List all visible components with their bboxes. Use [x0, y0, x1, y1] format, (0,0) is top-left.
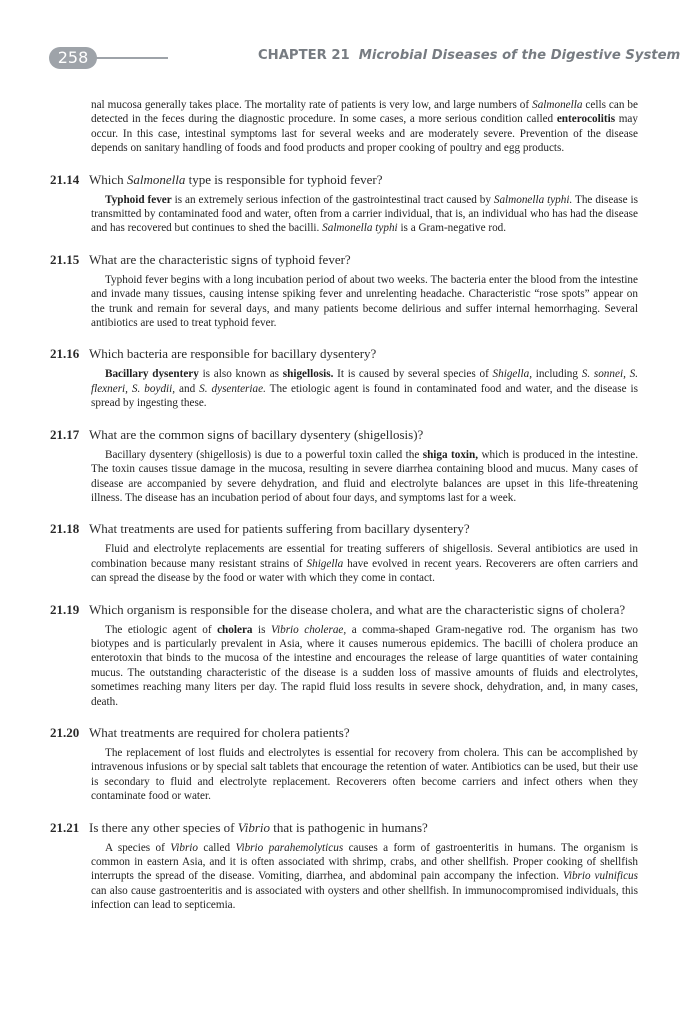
answer-block	[50, 542, 638, 585]
bold-term: cholera	[217, 623, 253, 636]
question-number: 21.21	[50, 819, 80, 835]
bold-term: enterocolitis	[556, 113, 616, 126]
qa-block	[50, 252, 638, 331]
text-run: What treatments are used for patients suffering from bacillary dysentery?	[89, 521, 470, 537]
bold-term: Typhoid fever	[105, 193, 172, 206]
chapter-label: CHAPTER 21	[258, 48, 350, 63]
question-text	[89, 820, 638, 836]
answer-text	[91, 193, 638, 236]
text-run: The disease is transmitted by contaminated food and water, often from a carrier individual, that is, an individual who has had the disease and has recovered but continues to shed the bacilli.	[91, 193, 639, 235]
text-run: and	[175, 382, 200, 395]
text-run: that is pathogenic in humans?	[270, 819, 428, 835]
answer-text	[91, 273, 638, 331]
answer-block	[50, 367, 638, 410]
question-row	[50, 346, 638, 362]
text-run: What are the characteristic signs of typhoid fever?	[89, 251, 351, 267]
italic-term: Salmonella	[126, 171, 186, 187]
question-row	[50, 427, 638, 443]
qa-block	[50, 602, 638, 709]
question-row	[50, 820, 638, 836]
text-run: a comma-shaped Gram-negative rod. The organism has two biotypes and is particularly prevalent in Asia, where it causes numerous epidemics. The bacilli of cholera produce an enterotoxin that binds to the mucosa of the intestine and encourages the release of large quantities of water containing mucus. The outstanding characteristic of the disease is a sudden loss of massive amounts of fluids and electrolytes, sometimes reaching many liters per day. The rapid fluid loss results in severe shock, dehydration, and, in many cases, death.	[91, 623, 638, 708]
page-header	[0, 0, 683, 80]
answer-text	[91, 542, 638, 585]
intro-paragraph	[91, 98, 638, 156]
italic-term: S. dysenteriae.	[199, 382, 266, 395]
italic-term: Vibrio cholerae,	[270, 623, 347, 636]
text-run: It is caused by several species of	[333, 368, 493, 381]
text-run: The etiologic agent is found in contaminated food and water, and the disease is spread by ingesting these.	[91, 382, 638, 410]
question-text	[89, 252, 638, 268]
question-number: 21.14	[50, 171, 80, 187]
bold-term: Bacillary dysentery	[105, 368, 199, 381]
italic-term: Vibrio parahemolyticus	[235, 841, 344, 854]
text-run: including	[532, 368, 582, 381]
text-run: called	[198, 841, 236, 854]
answer-text	[91, 448, 638, 506]
question-row	[50, 602, 638, 618]
question-number: 21.20	[50, 724, 80, 740]
answer-block	[50, 193, 638, 236]
text-run: Which bacteria are responsible for bacillary dysentery?	[89, 346, 377, 362]
qa-block	[50, 725, 638, 804]
text-run: Which organism is responsible for the disease cholera, and what are the characteristic signs of cholera?	[89, 601, 626, 617]
question-row	[50, 252, 638, 268]
italic-term: Salmonella typhi	[322, 222, 398, 235]
text-run: may occur. In this case, intestinal symptoms last for several weeks and are moderately severe. Prevention of the disease depends on sanitary handling of foods and food products and proper cooking of poultry and egg products.	[91, 113, 638, 155]
bold-term: shiga toxin,	[422, 448, 479, 461]
answer-block	[50, 746, 638, 804]
text-run: Which	[89, 171, 127, 187]
answer-text	[91, 367, 638, 410]
question-text	[89, 521, 638, 537]
italic-term: Vibrio	[170, 841, 198, 854]
question-number: 21.16	[50, 346, 80, 362]
italic-term: Shigella	[306, 557, 344, 570]
question-number: 21.18	[50, 521, 80, 537]
text-run: The replacement of lost fluids and electrolytes is essential for recovery from cholera. This can be accomplished by intravenous infusions or by special salt tablets that encourage the retention of water. Antibiotics can be used, but their use is secondary to fluid and electrolyte replacement. Recoverers often become carriers and infect others when they contaminate food or water.	[91, 746, 638, 803]
qa-block	[50, 427, 638, 506]
text-run: is	[252, 623, 271, 636]
text-run: What treatments are required for cholera patients?	[89, 724, 350, 740]
text-run: cells can be detected in the feces during the diagnostic procedure. In some cases, a more serious condition called	[91, 99, 638, 126]
text-run: What are the common signs of bacillary dysentery (shigellosis)?	[89, 426, 424, 442]
text-run: A species of	[105, 841, 171, 854]
question-row	[50, 521, 638, 537]
answer-block	[50, 448, 638, 506]
qa-block	[50, 521, 638, 585]
italic-term: Salmonella	[532, 99, 583, 111]
text-run: causes a form of gastroenteritis in humans. The organism is common in eastern Asia, and it is often associated with shrimp, crabs, and other shellfish. Proper cooking of shellfish interrupts the spread of the disease. Vomiting, diarrhea, and abdominal pain accompany the infection.	[91, 841, 638, 883]
text-run: Bacillary dysentery (shigellosis) is due to a powerful toxin called the	[105, 448, 423, 461]
answer-block	[50, 273, 638, 331]
question-text	[89, 725, 638, 741]
qa-block	[50, 172, 638, 236]
question-number: 21.17	[50, 426, 80, 442]
answer-text	[91, 746, 638, 804]
question-text	[89, 172, 638, 188]
header-rule	[96, 57, 168, 59]
text-run: Fluid and electrolyte replacements are essential for treating sufferers of shigellosis. Several antibiotics are used in combination because many resistant strains of	[91, 543, 638, 570]
question-number: 21.19	[50, 601, 80, 617]
question-text	[89, 427, 638, 443]
text-run: The etiologic agent of	[105, 623, 218, 636]
text-run: is a Gram-negative rod.	[397, 222, 507, 235]
bold-term: shigellosis.	[282, 368, 334, 381]
question-number: 21.15	[50, 251, 80, 267]
text-run: can also cause gastroenteritis and is associated with oysters and other shellfish. In immunocompromised individuals, this infection can lead to septicemia.	[91, 884, 638, 912]
answer-text	[91, 623, 638, 709]
qa-block	[50, 820, 638, 913]
page-number: 258	[57, 48, 89, 67]
running-head	[258, 48, 680, 63]
text-run: is an extremely serious infection of the gastrointestinal tract caused by	[171, 193, 494, 206]
italic-term: Shigella,	[492, 368, 532, 381]
question-row	[50, 725, 638, 741]
italic-term: S. sonnei, S. flexneri, S. boydii,	[91, 368, 638, 395]
italic-term: Vibrio vulnificus	[562, 870, 638, 883]
text-run: which is produced in the intestine. The toxin causes tissue damage in the mucosa, resulting in severe diarrhea containing blood and mucus. Many cases of disease are accompanied by severe dehydration, and fluid and electrolyte balances are upset in this life-threatening illness. The disease has an incubation period of about four days, and symptoms last for a week.	[91, 448, 638, 504]
text-run: Typhoid fever begins with a long incubation period of about two weeks. The bacteria enter the blood from the intestine and invade many tissues, causing intense spiking fever and unrelenting headache. Characteristic “rose spots” appear on the trunk and remain for several days, and many patients become delirious and suffer internal hemorrhaging. Several antibiotics are used to treat typhoid fever.	[91, 273, 638, 330]
chapter-title: Microbial Diseases of the Digestive System	[358, 48, 681, 63]
answer-text	[91, 841, 638, 913]
question-row	[50, 172, 638, 188]
answer-block	[50, 623, 638, 709]
text-run: is also known as	[198, 368, 283, 381]
italic-term: Salmonella typhi.	[493, 193, 573, 206]
answer-block	[50, 841, 638, 913]
question-text	[89, 346, 638, 362]
italic-term: Vibrio	[237, 819, 270, 835]
qa-block	[50, 346, 638, 410]
page-body	[50, 98, 638, 913]
question-text	[89, 602, 638, 618]
text-run: Is there any other species of	[89, 819, 238, 835]
text-run: nal mucosa generally takes place. The mortality rate of patients is very low, and large numbers of	[91, 99, 533, 111]
text-run: type is responsible for typhoid fever?	[185, 171, 383, 187]
text-run: have evolved in recent years. Recoverers are often carriers and can spread the disease by the food or water with which they come in contact.	[91, 557, 638, 585]
